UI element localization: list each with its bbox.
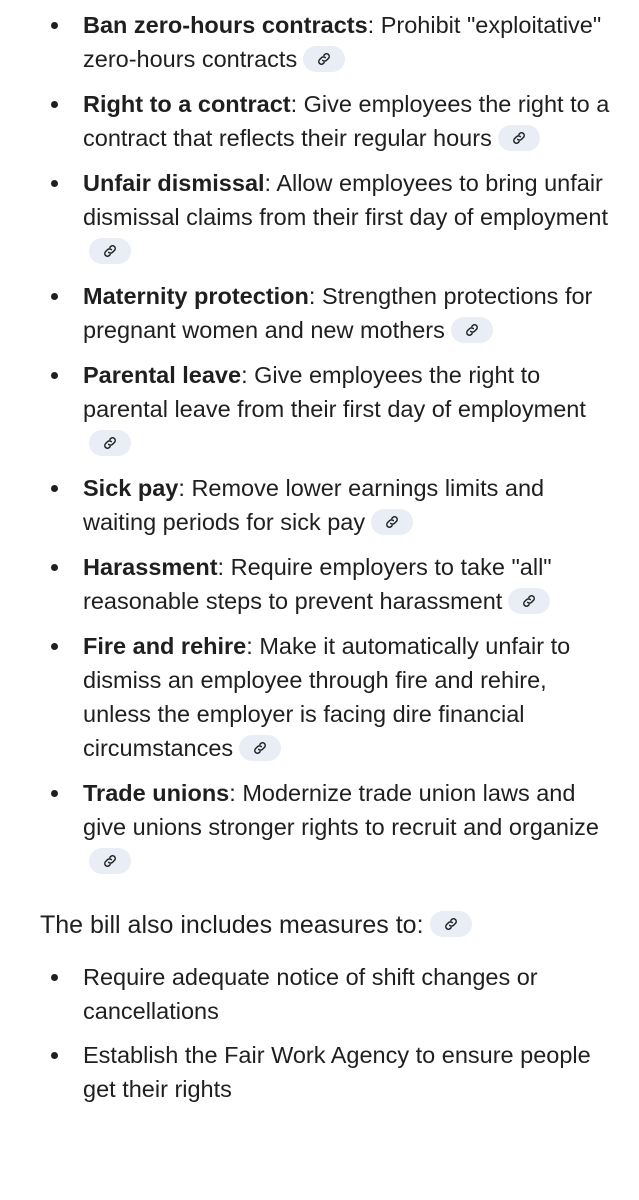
- item-separator: :: [229, 780, 243, 806]
- bullet-icon: [51, 790, 58, 797]
- item-text: Give employees the right to parental leave from their first day of employment: [83, 362, 586, 422]
- link-icon: [464, 322, 480, 338]
- item-text: Make it automatically unfair to dismiss an employee through fire and rehire, unless the employer is facing dire financial circumstances: [83, 633, 571, 761]
- item-title: Harassment: [83, 554, 218, 580]
- item-title: Parental leave: [83, 362, 242, 388]
- source-link-chip[interactable]: [371, 509, 413, 535]
- source-link-chip[interactable]: [239, 735, 281, 761]
- bullet-icon: [51, 485, 58, 492]
- list-item: [40, 166, 619, 268]
- section-heading-text: The bill also includes measures to:: [40, 911, 424, 939]
- list-item: [40, 279, 619, 347]
- list-item: [40, 960, 619, 1028]
- link-icon: [252, 740, 268, 756]
- item-text: Strengthen protections for pregnant women and new mothers: [83, 283, 593, 343]
- source-link-chip[interactable]: [303, 46, 345, 72]
- item-text: Require employers to take "all" reasonable steps to prevent harassment: [83, 554, 552, 614]
- item-separator: :: [246, 633, 260, 659]
- item-separator: :: [367, 12, 381, 38]
- section-heading: [40, 908, 619, 942]
- item-title: Sick pay: [83, 475, 179, 501]
- item-text: Modernize trade union laws and give unions stronger rights to recruit and organize: [83, 780, 599, 840]
- bullet-icon: [51, 564, 58, 571]
- item-separator: :: [241, 362, 255, 388]
- link-icon: [102, 853, 118, 869]
- list-item: [40, 776, 619, 878]
- item-separator: :: [290, 91, 304, 117]
- item-text: Prohibit "exploitative" zero-hours contracts: [83, 12, 602, 72]
- item-text: Require adequate notice of shift changes or cancellations: [83, 964, 538, 1024]
- item-separator: :: [308, 283, 322, 309]
- list-item: [40, 471, 619, 539]
- item-title: Unfair dismissal: [83, 170, 265, 196]
- list-item: [40, 1038, 619, 1106]
- source-link-chip[interactable]: [508, 588, 550, 614]
- bullet-icon: [51, 372, 58, 379]
- item-text: Allow employees to bring unfair dismissal claims from their first day of employment: [83, 170, 608, 230]
- measures-list: [40, 960, 619, 1106]
- bullet-icon: [51, 293, 58, 300]
- list-item: [40, 629, 619, 765]
- source-link-chip[interactable]: [89, 238, 131, 264]
- item-separator: :: [217, 554, 231, 580]
- list-item: [40, 87, 619, 155]
- source-link-chip[interactable]: [89, 848, 131, 874]
- bullet-icon: [51, 974, 58, 981]
- bullet-icon: [51, 22, 58, 29]
- bullet-icon: [51, 1052, 58, 1059]
- bullet-icon: [51, 643, 58, 650]
- bullet-icon: [51, 101, 58, 108]
- link-icon: [316, 51, 332, 67]
- source-link-chip[interactable]: [498, 125, 540, 151]
- item-title: Fire and rehire: [83, 633, 247, 659]
- item-title: Trade unions: [83, 780, 230, 806]
- list-item: [40, 8, 619, 76]
- link-icon: [511, 130, 527, 146]
- source-link-chip[interactable]: [430, 911, 472, 937]
- item-text: Remove lower earnings limits and waiting periods for sick pay: [83, 475, 545, 535]
- source-link-chip[interactable]: [89, 430, 131, 456]
- item-separator: :: [178, 475, 192, 501]
- source-link-chip[interactable]: [451, 317, 493, 343]
- link-icon: [521, 593, 537, 609]
- item-title: Ban zero-hours contracts: [83, 12, 368, 38]
- item-separator: :: [264, 170, 277, 196]
- link-icon: [384, 514, 400, 530]
- list-item: [40, 358, 619, 460]
- item-text: Establish the Fair Work Agency to ensure people get their rights: [83, 1042, 591, 1102]
- link-icon: [102, 435, 118, 451]
- list-item: [40, 550, 619, 618]
- item-title: Maternity protection: [83, 283, 309, 309]
- link-icon: [443, 916, 459, 932]
- employment-rights-list: [40, 8, 619, 878]
- item-title: Right to a contract: [83, 91, 291, 117]
- link-icon: [102, 243, 118, 259]
- bullet-icon: [51, 180, 58, 187]
- item-text: Give employees the right to a contract that reflects their regular hours: [83, 91, 610, 151]
